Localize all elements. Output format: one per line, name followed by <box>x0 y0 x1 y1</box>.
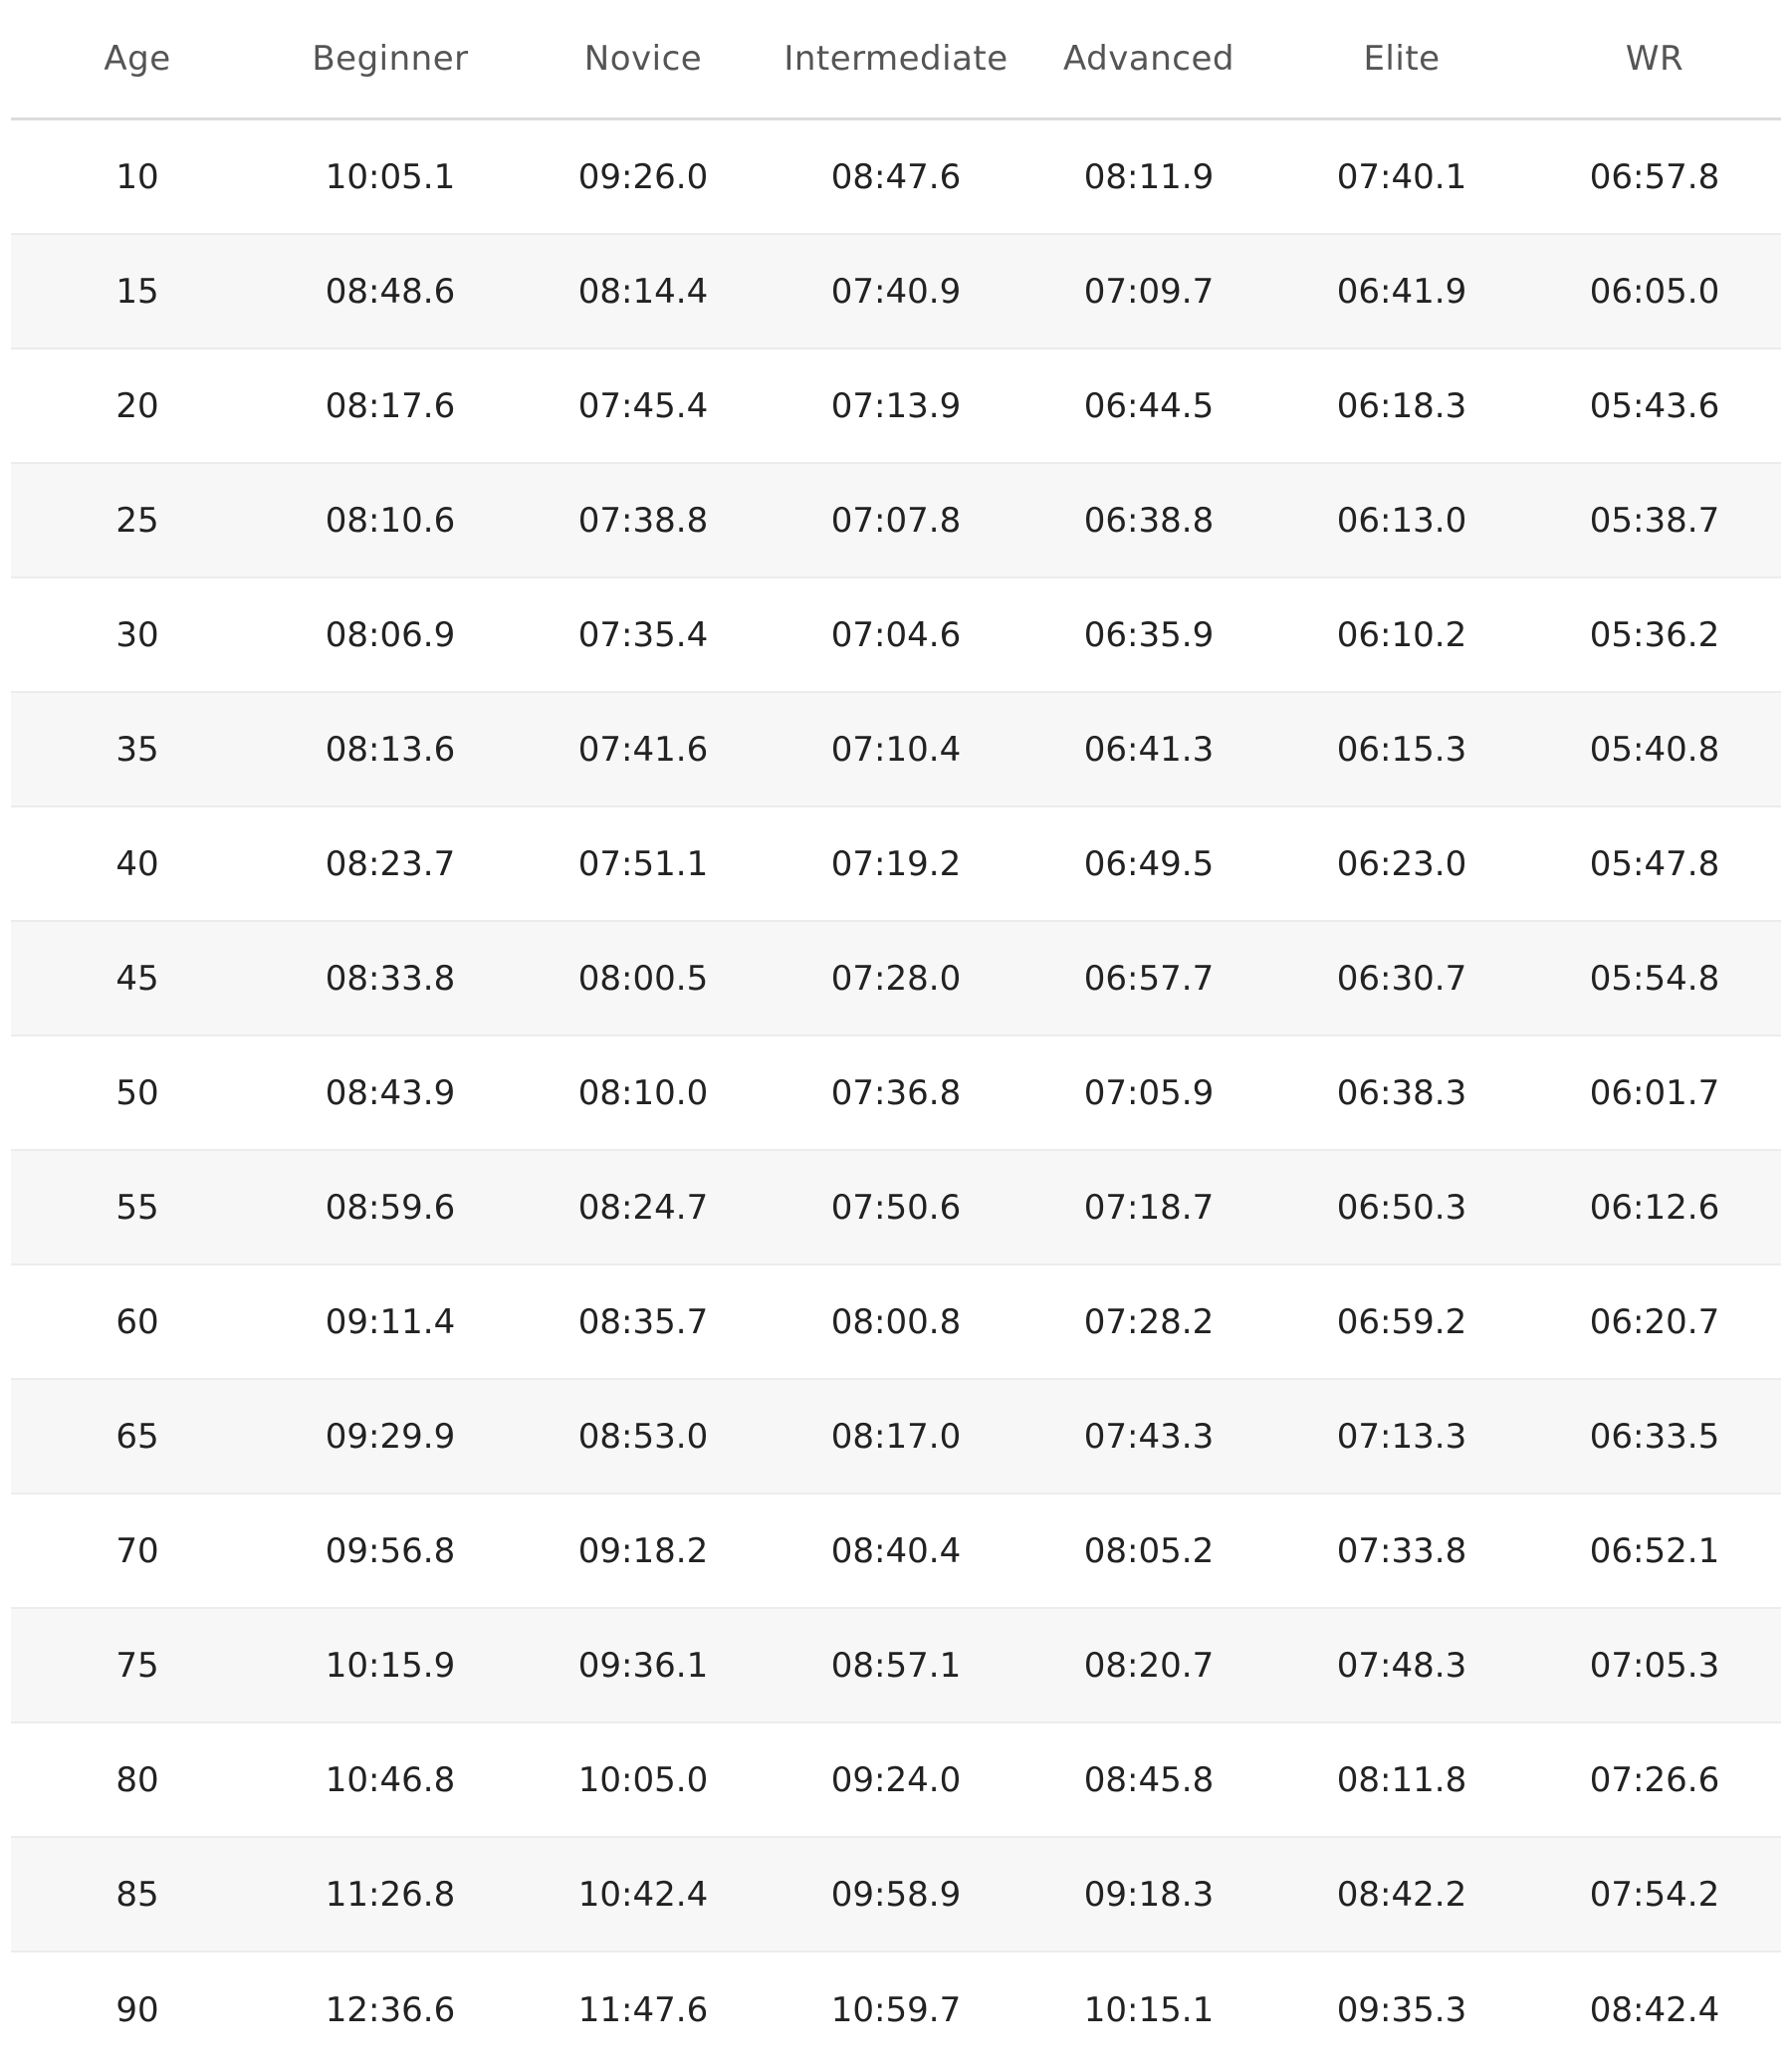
table-row <box>11 1494 1781 1609</box>
cell-beginner: 08:10.6 <box>325 500 456 541</box>
cell-elite: 06:10.2 <box>1336 614 1467 655</box>
cell-wr: 07:26.6 <box>1589 1759 1720 1800</box>
cell-intermediate: 07:19.2 <box>830 843 962 884</box>
cell-elite: 06:59.2 <box>1336 1301 1467 1342</box>
cell-age: 55 <box>115 1187 159 1228</box>
cell-advanced: 08:11.9 <box>1083 156 1215 197</box>
cell-age: 30 <box>115 614 159 655</box>
cell-novice: 07:41.6 <box>577 729 709 770</box>
cell-beginner: 09:11.4 <box>325 1301 456 1342</box>
cell-beginner: 10:46.8 <box>325 1759 456 1800</box>
cell-beginner: 10:05.1 <box>325 156 456 197</box>
cell-novice: 10:05.0 <box>577 1759 709 1800</box>
cell-advanced: 09:18.3 <box>1083 1874 1215 1915</box>
cell-elite: 06:30.7 <box>1336 958 1467 999</box>
table-row <box>11 1952 1781 2067</box>
cell-age: 70 <box>115 1530 159 1571</box>
cell-wr: 07:54.2 <box>1589 1874 1720 1915</box>
table-row <box>11 464 1781 578</box>
cell-intermediate: 07:28.0 <box>830 958 962 999</box>
cell-advanced: 07:28.2 <box>1083 1301 1215 1342</box>
cell-advanced: 07:09.7 <box>1083 271 1215 312</box>
cell-novice: 08:24.7 <box>577 1187 709 1228</box>
cell-wr: 05:36.2 <box>1589 614 1720 655</box>
standards-table <box>11 0 1781 2067</box>
cell-intermediate: 07:13.9 <box>830 385 962 426</box>
table-row <box>11 1609 1781 1723</box>
table-row <box>11 1151 1781 1265</box>
cell-wr: 05:54.8 <box>1589 958 1720 999</box>
cell-novice: 08:35.7 <box>577 1301 709 1342</box>
cell-wr: 08:42.4 <box>1589 1989 1720 2030</box>
cell-elite: 07:33.8 <box>1336 1530 1467 1571</box>
cell-beginner: 08:23.7 <box>325 843 456 884</box>
cell-wr: 05:40.8 <box>1589 729 1720 770</box>
cell-advanced: 08:20.7 <box>1083 1645 1215 1686</box>
cell-intermediate: 09:58.9 <box>830 1874 962 1915</box>
table-body <box>11 120 1781 2067</box>
cell-age: 80 <box>115 1759 159 1800</box>
cell-novice: 07:45.4 <box>577 385 709 426</box>
cell-intermediate: 07:40.9 <box>830 271 962 312</box>
cell-wr: 05:43.6 <box>1589 385 1720 426</box>
cell-age: 85 <box>115 1874 159 1915</box>
cell-beginner: 08:48.6 <box>325 271 456 312</box>
cell-beginner: 08:33.8 <box>325 958 456 999</box>
cell-elite: 07:13.3 <box>1336 1416 1467 1457</box>
cell-intermediate: 07:07.8 <box>830 500 962 541</box>
table-row <box>11 1265 1781 1380</box>
cell-novice: 08:14.4 <box>577 271 709 312</box>
header-beginner: Beginner <box>312 39 469 79</box>
header-elite: Elite <box>1363 39 1441 79</box>
header-novice: Novice <box>583 39 703 79</box>
cell-wr: 05:38.7 <box>1589 500 1720 541</box>
cell-advanced: 06:35.9 <box>1083 614 1215 655</box>
cell-intermediate: 07:10.4 <box>830 729 962 770</box>
cell-age: 15 <box>115 271 159 312</box>
table-row <box>11 120 1781 235</box>
cell-wr: 06:57.8 <box>1589 156 1720 197</box>
cell-age: 90 <box>115 1989 159 2030</box>
cell-novice: 08:10.0 <box>577 1072 709 1113</box>
cell-novice: 07:51.1 <box>577 843 709 884</box>
cell-age: 35 <box>115 729 159 770</box>
cell-wr: 06:52.1 <box>1589 1530 1720 1571</box>
cell-beginner: 12:36.6 <box>325 1989 456 2030</box>
cell-elite: 06:38.3 <box>1336 1072 1467 1113</box>
cell-advanced: 07:18.7 <box>1083 1187 1215 1228</box>
cell-novice: 08:53.0 <box>577 1416 709 1457</box>
cell-age: 45 <box>115 958 159 999</box>
cell-novice: 09:26.0 <box>577 156 709 197</box>
cell-intermediate: 08:57.1 <box>830 1645 962 1686</box>
cell-wr: 06:01.7 <box>1589 1072 1720 1113</box>
cell-elite: 06:23.0 <box>1336 843 1467 884</box>
cell-beginner: 08:43.9 <box>325 1072 456 1113</box>
cell-beginner: 08:06.9 <box>325 614 456 655</box>
cell-beginner: 09:29.9 <box>325 1416 456 1457</box>
cell-novice: 11:47.6 <box>577 1989 709 2030</box>
cell-elite: 06:41.9 <box>1336 271 1467 312</box>
cell-age: 65 <box>115 1416 159 1457</box>
cell-elite: 09:35.3 <box>1336 1989 1467 2030</box>
cell-elite: 06:13.0 <box>1336 500 1467 541</box>
cell-intermediate: 08:17.0 <box>830 1416 962 1457</box>
header-age: Age <box>104 39 171 79</box>
cell-advanced: 10:15.1 <box>1083 1989 1215 2030</box>
cell-age: 10 <box>115 156 159 197</box>
cell-age: 60 <box>115 1301 159 1342</box>
cell-intermediate: 10:59.7 <box>830 1989 962 2030</box>
cell-age: 20 <box>115 385 159 426</box>
cell-novice: 10:42.4 <box>577 1874 709 1915</box>
cell-age: 40 <box>115 843 159 884</box>
cell-advanced: 06:57.7 <box>1083 958 1215 999</box>
cell-advanced: 08:45.8 <box>1083 1759 1215 1800</box>
header-wr: WR <box>1625 39 1684 79</box>
cell-beginner: 11:26.8 <box>325 1874 456 1915</box>
cell-novice: 08:00.5 <box>577 958 709 999</box>
cell-wr: 05:47.8 <box>1589 843 1720 884</box>
cell-advanced: 08:05.2 <box>1083 1530 1215 1571</box>
cell-elite: 07:48.3 <box>1336 1645 1467 1686</box>
cell-beginner: 10:15.9 <box>325 1645 456 1686</box>
cell-wr: 06:33.5 <box>1589 1416 1720 1457</box>
cell-elite: 08:11.8 <box>1336 1759 1467 1800</box>
cell-advanced: 06:38.8 <box>1083 500 1215 541</box>
cell-elite: 06:18.3 <box>1336 385 1467 426</box>
cell-beginner: 09:56.8 <box>325 1530 456 1571</box>
cell-novice: 07:38.8 <box>577 500 709 541</box>
cell-intermediate: 07:50.6 <box>830 1187 962 1228</box>
cell-age: 75 <box>115 1645 159 1686</box>
cell-advanced: 07:05.9 <box>1083 1072 1215 1113</box>
cell-age: 50 <box>115 1072 159 1113</box>
cell-age: 25 <box>115 500 159 541</box>
cell-beginner: 08:17.6 <box>325 385 456 426</box>
table-row <box>11 578 1781 693</box>
cell-intermediate: 07:36.8 <box>830 1072 962 1113</box>
cell-wr: 06:20.7 <box>1589 1301 1720 1342</box>
table-row <box>11 693 1781 807</box>
cell-intermediate: 08:00.8 <box>830 1301 962 1342</box>
cell-advanced: 07:43.3 <box>1083 1416 1215 1457</box>
cell-intermediate: 08:47.6 <box>830 156 962 197</box>
cell-novice: 09:18.2 <box>577 1530 709 1571</box>
table-row <box>11 922 1781 1036</box>
cell-advanced: 06:44.5 <box>1083 385 1215 426</box>
cell-novice: 09:36.1 <box>577 1645 709 1686</box>
cell-intermediate: 09:24.0 <box>830 1759 962 1800</box>
cell-intermediate: 07:04.6 <box>830 614 962 655</box>
table-row <box>11 235 1781 349</box>
table-header-row <box>11 0 1781 120</box>
cell-elite: 06:50.3 <box>1336 1187 1467 1228</box>
table-row <box>11 1036 1781 1151</box>
header-intermediate: Intermediate <box>784 39 1008 79</box>
cell-wr: 06:05.0 <box>1589 271 1720 312</box>
cell-beginner: 08:13.6 <box>325 729 456 770</box>
table-row <box>11 1838 1781 1952</box>
table-row <box>11 1380 1781 1494</box>
cell-elite: 08:42.2 <box>1336 1874 1467 1915</box>
table-row <box>11 1723 1781 1838</box>
cell-wr: 06:12.6 <box>1589 1187 1720 1228</box>
cell-intermediate: 08:40.4 <box>830 1530 962 1571</box>
cell-advanced: 06:41.3 <box>1083 729 1215 770</box>
table-row <box>11 807 1781 922</box>
table-row <box>11 349 1781 464</box>
cell-elite: 06:15.3 <box>1336 729 1467 770</box>
cell-beginner: 08:59.6 <box>325 1187 456 1228</box>
header-advanced: Advanced <box>1063 39 1234 79</box>
cell-wr: 07:05.3 <box>1589 1645 1720 1686</box>
cell-advanced: 06:49.5 <box>1083 843 1215 884</box>
cell-novice: 07:35.4 <box>577 614 709 655</box>
cell-elite: 07:40.1 <box>1336 156 1467 197</box>
